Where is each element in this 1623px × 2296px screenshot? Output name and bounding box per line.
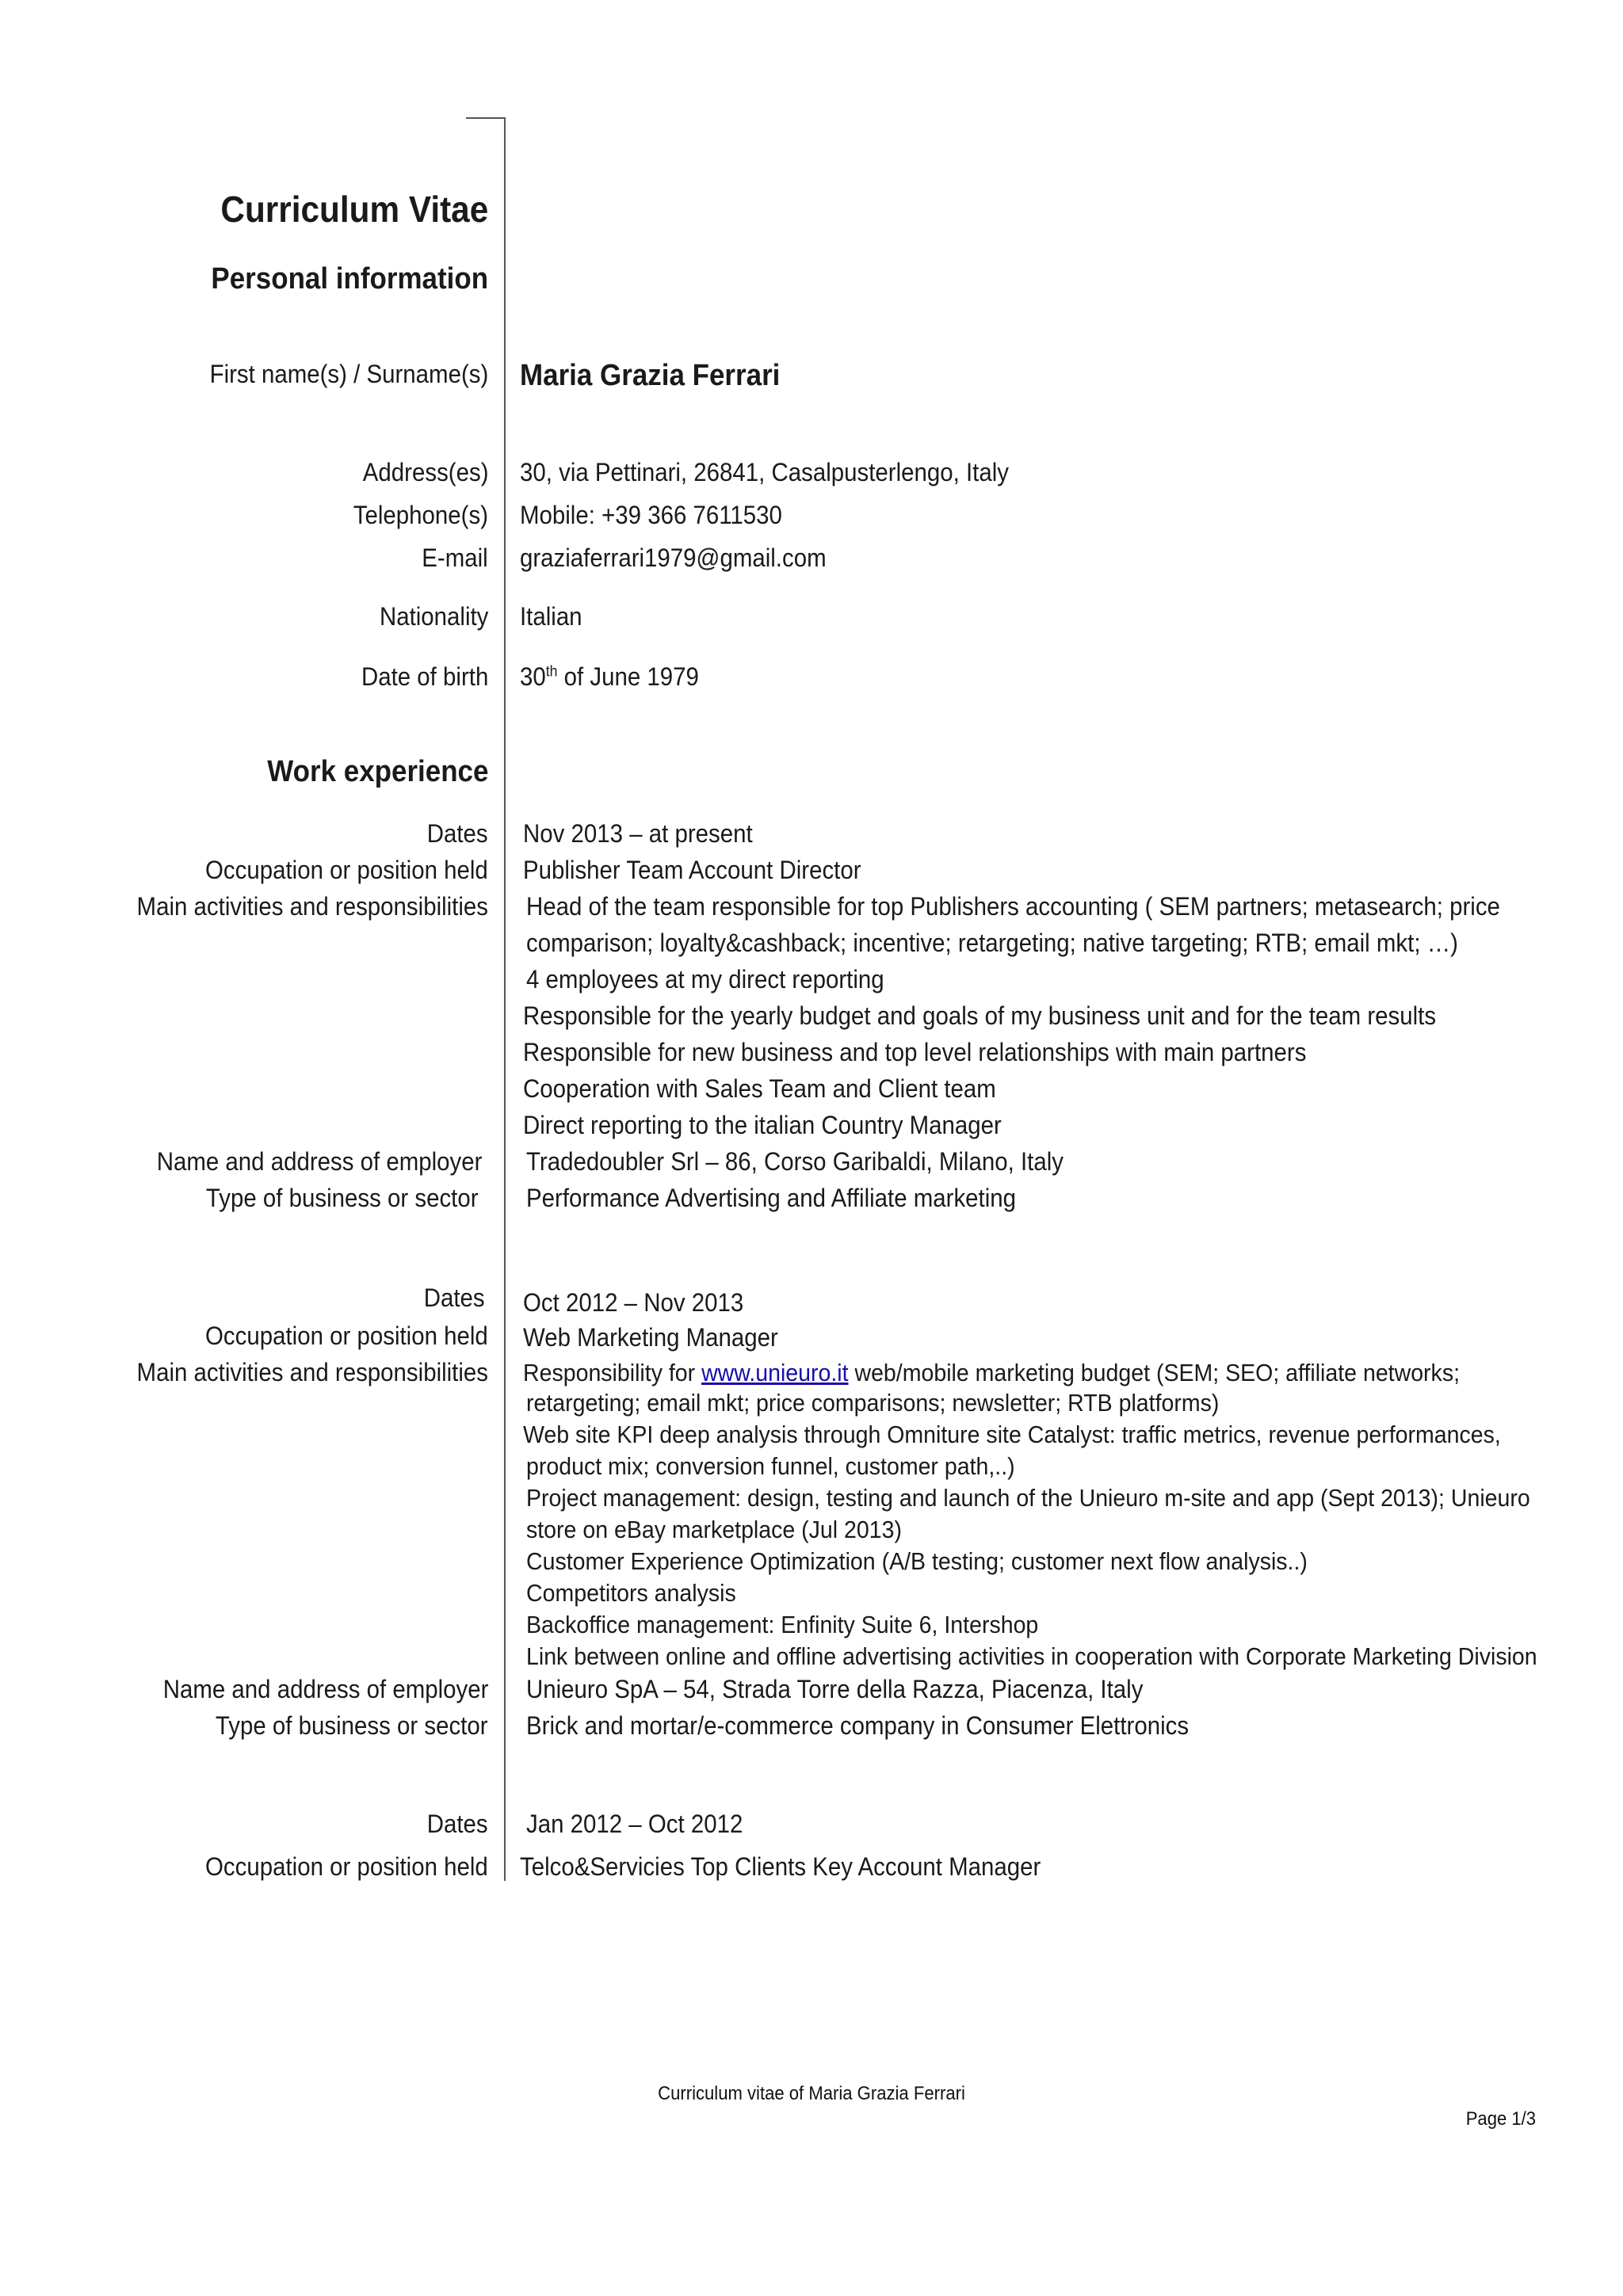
- job1-sector-label: Type of business or sector: [206, 1184, 479, 1212]
- job1-employer-label: Name and address of employer: [156, 1147, 482, 1176]
- page-number: Page 1/3: [1465, 2108, 1536, 2130]
- job2-activity-prefix: Responsibility for: [523, 1359, 702, 1386]
- job2-activities-label: Main activities and responsibilities: [136, 1358, 488, 1386]
- job2-occupation: Web Marketing Manager: [523, 1323, 778, 1352]
- dob-value: [520, 661, 699, 692]
- job1-dates-label: Dates: [427, 819, 488, 848]
- job2-dates: Oct 2012 – Nov 2013: [523, 1288, 744, 1317]
- job3-dates: Jan 2012 – Oct 2012: [526, 1810, 743, 1838]
- job1-activity-line: 4 employees at my direct reporting: [526, 965, 884, 994]
- job2-occupation-label: Occupation or position held: [205, 1322, 488, 1350]
- job2-activity-line: retargeting; email mkt; price comparisons; newsletter; RTB platforms): [526, 1389, 1220, 1417]
- email-value[interactable]: graziaferrari1979@gmail.com: [520, 543, 827, 572]
- job2-activity-line: [523, 1358, 1460, 1388]
- job2-sector: Brick and mortar/e-commerce company in Consumer Elettronics: [526, 1711, 1190, 1740]
- email-label: E-mail: [422, 543, 488, 572]
- job2-employer: Unieuro SpA – 54, Strada Torre della Razza, Piacenza, Italy: [526, 1675, 1144, 1703]
- job1-activity-line: comparison; loyalty&cashback; incentive; retargeting; native targeting; RTB; email mkt; …): [526, 929, 1458, 957]
- job2-activity-line: store on eBay marketplace (Jul 2013): [526, 1516, 903, 1543]
- job1-sector: Performance Advertising and Affiliate marketing: [526, 1184, 1017, 1212]
- job1-occupation: Publisher Team Account Director: [523, 856, 861, 884]
- unieuro-link[interactable]: www.unieuro.it: [701, 1359, 849, 1386]
- telephone-label: Telephone(s): [353, 501, 488, 529]
- job2-employer-label: Name and address of employer: [162, 1675, 488, 1703]
- job2-activity-line: product mix; conversion funnel, customer path,..): [526, 1452, 1015, 1480]
- nationality-value: Italian: [520, 602, 582, 631]
- dob-label: Date of birth: [361, 662, 488, 691]
- cv-title: Curriculum Vitae: [220, 189, 488, 230]
- job1-dates: Nov 2013 – at present: [523, 819, 753, 848]
- footer-caption: Curriculum vitae of Maria Grazia Ferrari: [658, 2083, 965, 2104]
- job2-activity-suffix: web/mobile marketing budget (SEM; SEO; affiliate networks;: [848, 1359, 1460, 1386]
- dob-rest: of June 1979: [557, 662, 699, 691]
- job2-activity-line: Web site KPI deep analysis through Omniture site Catalyst: traffic metrics, revenue performances,: [523, 1421, 1501, 1448]
- job1-employer: Tradedoubler Srl – 86, Corso Garibaldi, Milano, Italy: [526, 1147, 1064, 1176]
- address-value: 30, via Pettinari, 26841, Casalpusterlengo, Italy: [520, 458, 1009, 486]
- job2-activity-line: Competitors analysis: [526, 1579, 736, 1607]
- job2-activity-line: Backoffice management: Enfinity Suite 6, Intershop: [526, 1611, 1039, 1638]
- personal-info-heading: Personal information: [211, 262, 488, 296]
- job1-activities-label: Main activities and responsibilities: [136, 892, 488, 921]
- job2-activity-line: Project management: design, testing and launch of the Unieuro m-site and app (Sept 2013); Unieuro: [526, 1484, 1530, 1512]
- job1-activity-line: Responsible for new business and top level relationships with main partners: [523, 1038, 1307, 1066]
- dob-day: 30: [520, 662, 546, 691]
- name-label: First name(s) / Surname(s): [209, 360, 488, 388]
- job2-activity-line: Customer Experience Optimization (A/B testing; customer next flow analysis..): [526, 1547, 1308, 1575]
- job1-activity-line: Head of the team responsible for top Publishers accounting ( SEM partners; metasearch; price: [526, 892, 1500, 921]
- job3-dates-label: Dates: [427, 1810, 488, 1838]
- nationality-label: Nationality: [379, 602, 488, 631]
- job2-activity-line: Link between online and offline advertising activities in cooperation with Corporate Marketing Division: [526, 1642, 1537, 1670]
- job3-occupation: Telco&Servicies Top Clients Key Account Manager: [520, 1852, 1041, 1881]
- full-name: Maria Grazia Ferrari: [520, 359, 781, 392]
- job2-dates-label: Dates: [424, 1283, 485, 1312]
- job1-activity-line: Cooperation with Sales Team and Client team: [523, 1074, 996, 1103]
- address-label: Address(es): [362, 458, 488, 486]
- job1-activity-line: Direct reporting to the italian Country Manager: [523, 1111, 1002, 1139]
- top-tick-line: [466, 117, 506, 119]
- job2-sector-label: Type of business or sector: [216, 1711, 488, 1740]
- telephone-value: Mobile: +39 366 7611530: [520, 501, 782, 529]
- work-experience-heading: Work experience: [266, 755, 488, 788]
- vertical-divider: [504, 117, 506, 1881]
- job1-occupation-label: Occupation or position held: [205, 856, 488, 884]
- job3-occupation-label: Occupation or position held: [205, 1852, 488, 1881]
- dob-suffix: th: [545, 663, 558, 681]
- job1-activity-line: Responsible for the yearly budget and goals of my business unit and for the team results: [523, 1001, 1437, 1030]
